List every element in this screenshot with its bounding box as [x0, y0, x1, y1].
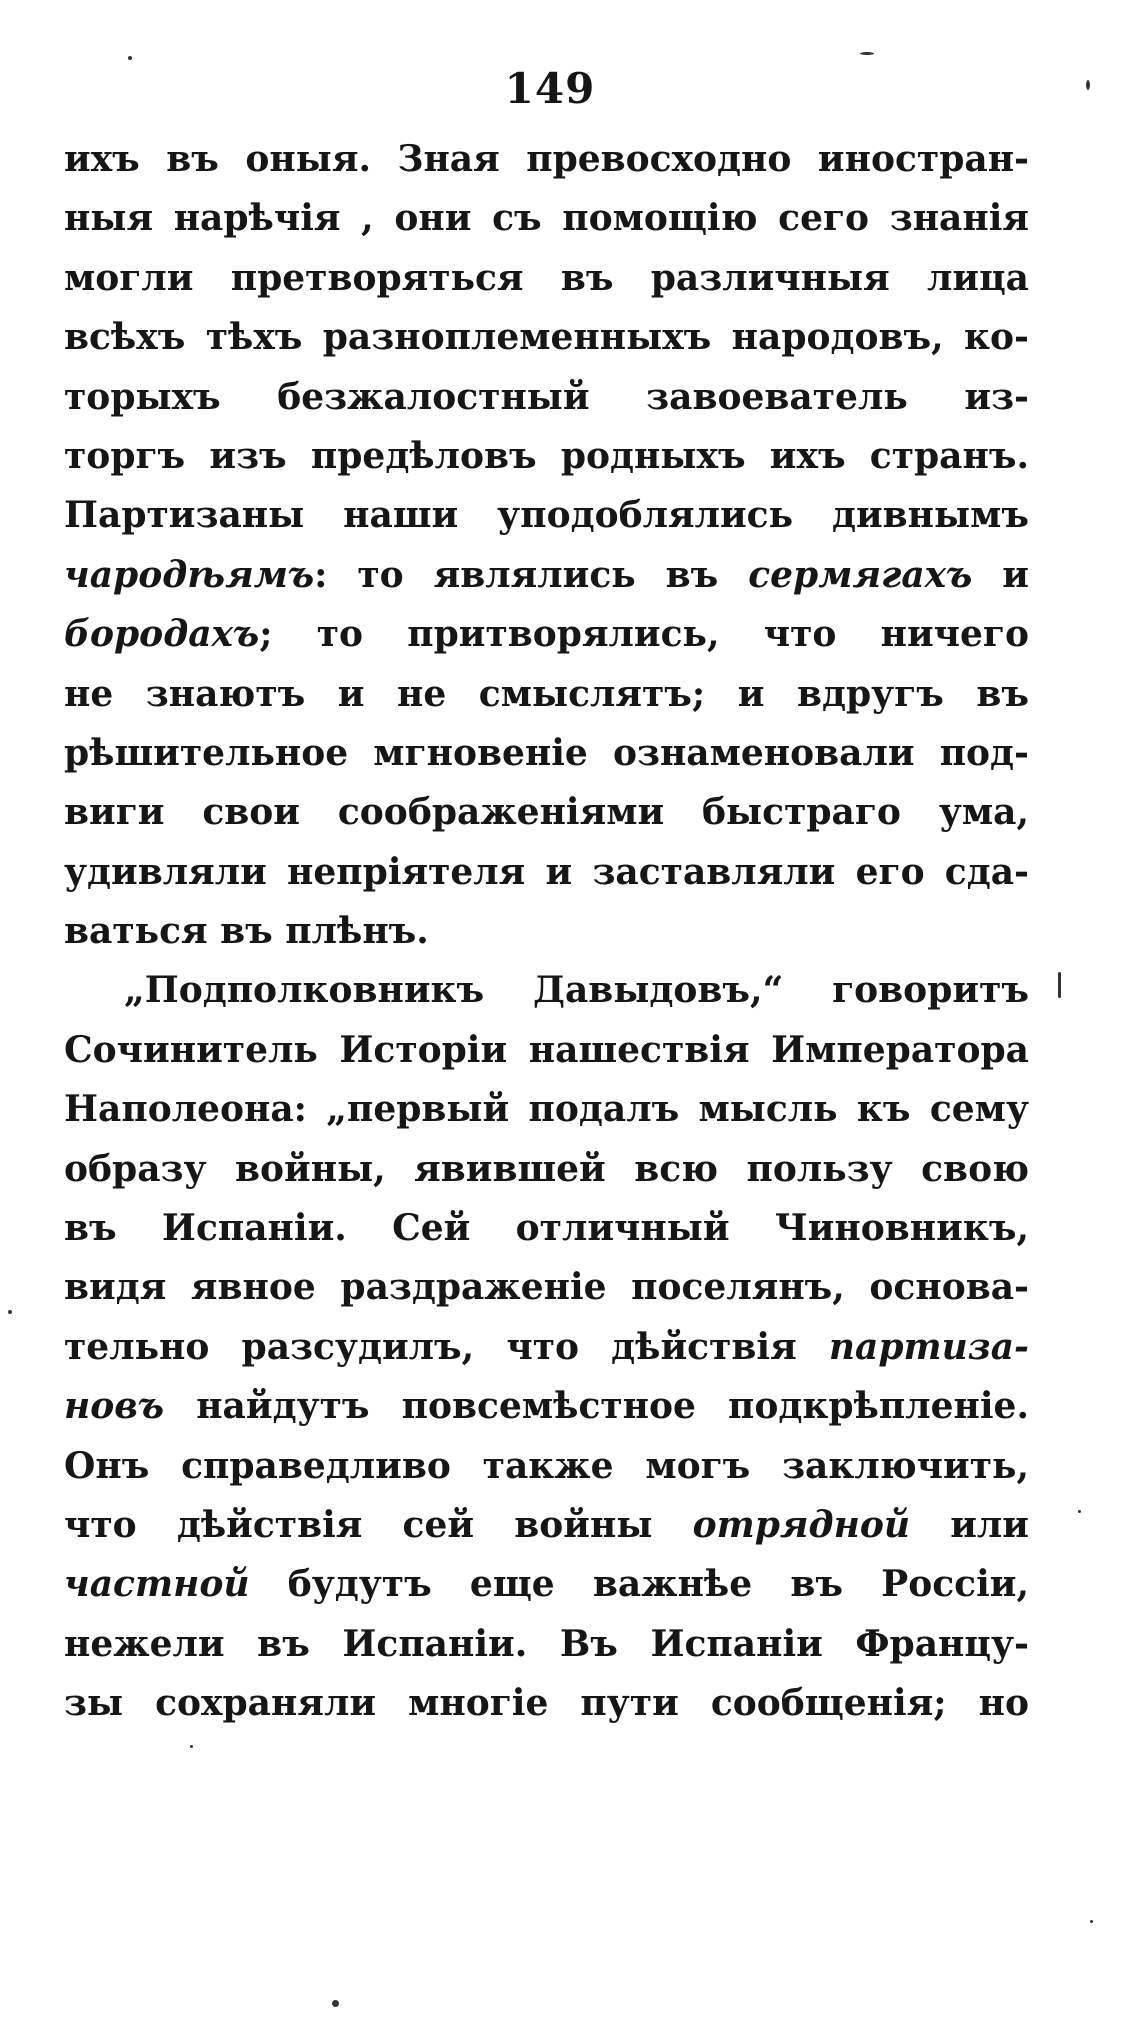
- print-speck: [1090, 1920, 1093, 1923]
- text-line: [64, 605, 1029, 664]
- text-run: ваться въ плѣнъ.: [64, 910, 429, 953]
- text-run: или: [910, 1503, 1029, 1546]
- italic-phrase: частной: [64, 1563, 250, 1606]
- text-line: [64, 1496, 1029, 1555]
- print-speck: [860, 52, 874, 55]
- text-run: ; то притворялись, что ничего: [259, 613, 1029, 656]
- text-run: въ Испаніи. Сей отличный Чиновникъ,: [64, 1207, 1029, 1250]
- text-line: [64, 1258, 1029, 1317]
- text-run: будутъ еще важнѣе въ Россіи,: [249, 1563, 1029, 1606]
- text-run: Наполеона: „первый подалъ мысль къ сему: [64, 1088, 1029, 1131]
- print-speck: [8, 1310, 12, 1314]
- text-run: и: [972, 553, 1029, 596]
- text-line: [64, 1555, 1029, 1614]
- text-line: [64, 961, 1029, 1020]
- text-line: [64, 1377, 1029, 1436]
- text-line: [64, 843, 1029, 902]
- italic-phrase: партиза-: [828, 1325, 1029, 1368]
- text-line: [64, 1080, 1029, 1139]
- text-run: Партизаны наши уподоблялись дивнымъ: [64, 494, 1029, 537]
- italic-phrase: бородахъ: [64, 613, 260, 656]
- text-line: [64, 368, 1029, 427]
- text-line: [64, 189, 1029, 248]
- body-text: [64, 130, 1029, 1734]
- text-run: ихъ въ оныя. Зная превосходно иностран-: [64, 138, 1029, 180]
- italic-phrase: новъ: [64, 1385, 165, 1428]
- text-line: [64, 427, 1029, 486]
- text-run: торыхъ безжалостный завоеватель из-: [64, 375, 1029, 418]
- italic-phrase: отрядной: [692, 1503, 911, 1546]
- text-run: всѣхъ тѣхъ разноплеменныхъ народовъ, ко-: [64, 316, 1029, 359]
- text-run: удивляли непріятеля и заставляли его сда-: [64, 850, 1029, 893]
- text-line: [64, 486, 1029, 545]
- text-line: [64, 1318, 1029, 1377]
- text-run: виги свои соображеніями быстраго ума,: [64, 791, 1029, 834]
- print-speck: [1078, 1510, 1081, 1513]
- text-line: [64, 665, 1029, 724]
- text-run: : то являлись въ: [314, 553, 749, 596]
- text-run: найдутъ повсемѣстное подкрѣпленіе.: [164, 1385, 1029, 1428]
- text-line: [64, 1199, 1029, 1258]
- text-run: видя явное раздраженіе поселянъ, основа-: [64, 1266, 1029, 1309]
- text-line: [64, 783, 1029, 842]
- text-run: зы сохраняли многіе пути сообщенія; но: [64, 1682, 1029, 1725]
- text-line: [64, 1674, 1029, 1733]
- text-run: тельно разсудилъ, что дѣйствія: [64, 1325, 829, 1368]
- print-speck: [128, 56, 132, 60]
- text-line: [64, 130, 1029, 189]
- text-line: [64, 249, 1029, 308]
- text-line: [64, 308, 1029, 367]
- text-run: Сочинитель Исторіи нашествія Императора: [64, 1028, 1029, 1071]
- text-run: торгъ изъ предѣловъ родныхъ ихъ странъ.: [64, 434, 1029, 477]
- text-run: могли претворяться въ различныя лица: [64, 256, 1029, 299]
- text-run: Онъ справедливо также могъ заключить,: [64, 1444, 1029, 1487]
- text-run: образу войны, явившей всю пользу свою: [64, 1147, 1029, 1190]
- print-speck: [1086, 80, 1090, 90]
- text-run: не знаютъ и не смыслятъ; и вдругъ въ: [64, 672, 1029, 715]
- page-number: 149: [504, 64, 596, 113]
- text-run: что дѣйствія сей войны: [64, 1503, 693, 1546]
- italic-phrase: чародѣямъ: [64, 553, 315, 596]
- print-speck: [1058, 972, 1061, 998]
- text-line: [64, 1437, 1029, 1496]
- text-line: [64, 1615, 1029, 1674]
- text-run: рѣшительное мгновеніе ознаменовали под-: [64, 731, 1029, 774]
- text-line: [64, 724, 1029, 783]
- text-line: [64, 902, 1029, 961]
- text-line: [64, 546, 1029, 605]
- print-speck: [332, 2000, 339, 2007]
- text-run: „Подполковникъ Давыдовъ,“ говоритъ: [124, 969, 1029, 1012]
- print-speck: [190, 1745, 193, 1748]
- text-line: [64, 1021, 1029, 1080]
- text-run: нежели въ Испаніи. Въ Испаніи Францу-: [64, 1622, 1029, 1665]
- text-run: ныя нарѣчія , они съ помощію сего знанія: [64, 197, 1029, 240]
- text-line: [64, 1140, 1029, 1199]
- italic-phrase: сермягахъ: [748, 553, 973, 596]
